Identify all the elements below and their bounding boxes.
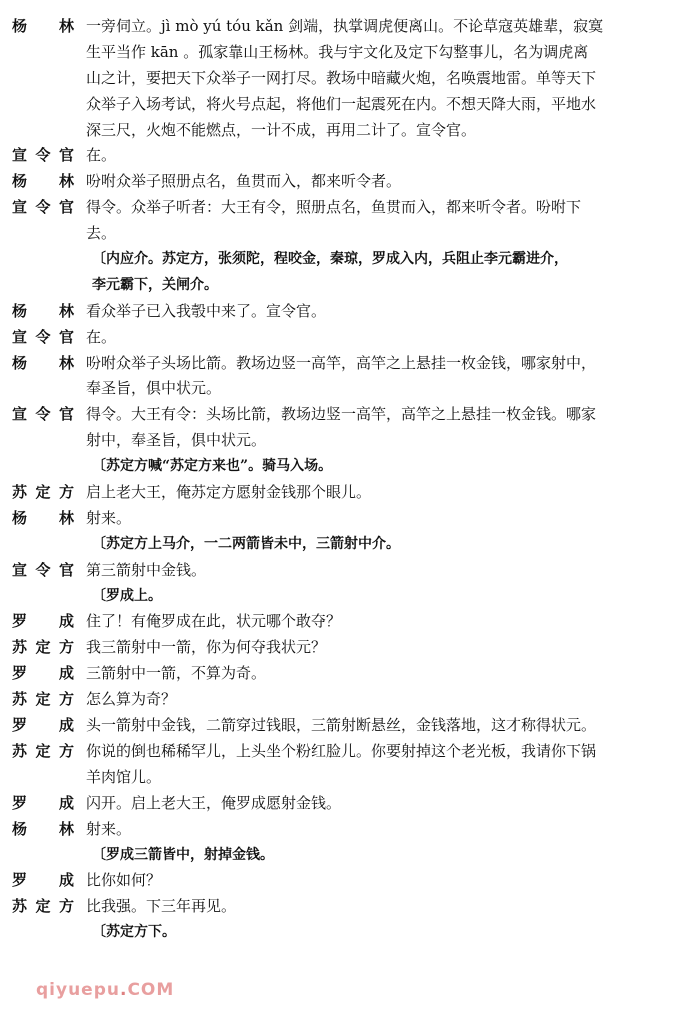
speaker-name: 罗 成 bbox=[12, 716, 74, 735]
dialogue-text: 吩咐众举子照册点名，鱼贯而入，都来听令者。 bbox=[86, 172, 402, 191]
speaker-name: 宣令官 bbox=[12, 198, 74, 217]
speaker-name: 宣令官 bbox=[12, 560, 74, 579]
dialogue-continuation bbox=[0, 92, 700, 118]
dialogue-line bbox=[0, 609, 700, 635]
speaker-name: 苏定方 bbox=[12, 690, 74, 709]
speaker-name: 杨 林 bbox=[12, 508, 74, 527]
dialogue-line bbox=[0, 402, 700, 428]
dialogue-line bbox=[0, 661, 700, 687]
site-watermark bbox=[36, 980, 174, 1000]
dialogue-text: 奉圣旨，俱中状元。 bbox=[86, 379, 222, 398]
dialogue-text: 在。 bbox=[86, 327, 117, 346]
speaker-name: 苏定方 bbox=[12, 897, 74, 916]
stage-direction-text: 〔罗成上。 bbox=[92, 587, 162, 604]
dialogue-continuation bbox=[0, 118, 700, 144]
stage-direction-text: 〔内应介。苏定方，张须陀，程咬金，秦琼，罗成入内，兵阻止李元霸进介， bbox=[92, 251, 568, 268]
stage-direction-line bbox=[0, 454, 700, 480]
watermark-prefix: qiyuepu bbox=[36, 980, 120, 1000]
speaker-name: 苏定方 bbox=[12, 638, 74, 657]
speaker-name: 宣令官 bbox=[12, 405, 74, 424]
dialogue-continuation bbox=[0, 428, 700, 454]
dialogue-text: 得令。众举子听者：大王有令，照册点名，鱼贯而入，都来听令者。吩咐下 bbox=[86, 198, 582, 217]
dialogue-text: 我三箭射中一箭，你为何夺我状元？ bbox=[86, 638, 327, 657]
dialogue-text: 比你如何？ bbox=[86, 871, 162, 890]
dialogue-text: 你说的倒也稀稀罕儿，上头坐个粉红脸儿。你要射掉这个老光板，我请你下锅 bbox=[86, 741, 597, 760]
dialogue-text: 射来。 bbox=[86, 819, 132, 838]
stage-direction-text: 〔苏定方上马介，一二两箭皆未中，三箭射中介。 bbox=[92, 535, 400, 552]
stage-direction-line bbox=[0, 247, 700, 273]
watermark-suffix: COM bbox=[127, 980, 175, 1000]
dialogue-continuation bbox=[0, 66, 700, 92]
dialogue-text: 头一箭射中金钱，二箭穿过钱眼，三箭射断悬丝，金钱落地，这才称得状元。 bbox=[86, 716, 597, 735]
dialogue-text: 一旁伺立。jì mò yú tóu kǎn 剑端，执掌调虎便离山。不论草寇英雄辈，寂寞 bbox=[86, 17, 604, 35]
dialogue-line bbox=[0, 169, 700, 195]
dialogue-text: 羊肉馆儿。 bbox=[86, 767, 162, 786]
speaker-name: 罗 成 bbox=[12, 612, 74, 631]
stage-direction-text: 李元霸下，关闸介。 bbox=[92, 276, 218, 293]
dialogue-text: 生平当作 kān 。孤家靠山王杨林。我与宇文化及定下勾整事儿，名为调虎离 bbox=[86, 42, 589, 61]
dialogue-text: 闪开。启上老大王，俺罗成愿射金钱。 bbox=[86, 793, 342, 812]
dialogue-line bbox=[0, 506, 700, 532]
stage-direction-line bbox=[0, 584, 700, 610]
speaker-name: 罗 成 bbox=[12, 871, 74, 890]
dialogue-line bbox=[0, 635, 700, 661]
dialogue-text: 射中，奉圣旨，俱中状元。 bbox=[86, 431, 267, 450]
stage-direction-line bbox=[0, 920, 700, 946]
stage-direction-line bbox=[0, 532, 700, 558]
dialogue-text: 看众举子已入我彀中来了。宣令官。 bbox=[86, 301, 327, 320]
dialogue-text: 深三尺，火炮不能燃点，一计不成，再用二计了。宣令官。 bbox=[86, 120, 477, 139]
dialogue-line bbox=[0, 195, 700, 221]
dialogue-text: 射来。 bbox=[86, 508, 132, 527]
speaker-name: 杨 林 bbox=[12, 819, 74, 838]
dialogue-text: 怎么算为奇？ bbox=[86, 690, 177, 709]
dialogue-line bbox=[0, 351, 700, 377]
dialogue-line bbox=[0, 14, 700, 40]
dialogue-line bbox=[0, 713, 700, 739]
dialogue-line bbox=[0, 739, 700, 765]
speaker-name: 苏定方 bbox=[12, 741, 74, 760]
dialogue-line bbox=[0, 894, 700, 920]
dialogue-line bbox=[0, 817, 700, 843]
dialogue-text: 第三箭射中金钱。 bbox=[86, 560, 207, 579]
speaker-name: 宣令官 bbox=[12, 146, 74, 165]
dialogue-line bbox=[0, 868, 700, 894]
dialogue-line bbox=[0, 480, 700, 506]
script-body bbox=[0, 14, 700, 946]
dialogue-text: 启上老大王，俺苏定方愿射金钱那个眼儿。 bbox=[86, 483, 372, 502]
dialogue-line bbox=[0, 325, 700, 351]
dialogue-continuation bbox=[0, 765, 700, 791]
speaker-name: 杨 林 bbox=[12, 353, 74, 372]
dialogue-line bbox=[0, 687, 700, 713]
stage-direction-line bbox=[0, 273, 700, 299]
dialogue-line bbox=[0, 299, 700, 325]
dialogue-text: 三箭射中一箭，不算为奇。 bbox=[86, 664, 267, 683]
speaker-name: 杨 林 bbox=[12, 172, 74, 191]
dialogue-text: 众举子入场考试，将火号点起，将他们一起震死在内。不想天降大雨，平地水 bbox=[86, 94, 597, 113]
stage-direction-text: 〔苏定方下。 bbox=[92, 924, 176, 941]
speaker-name: 苏定方 bbox=[12, 483, 74, 502]
dialogue-text: 山之计，要把天下众举子一网打尽。教场中暗藏火炮，名唤震地雷。单等天下 bbox=[86, 68, 597, 87]
dialogue-text: 比我强。下三年再见。 bbox=[86, 897, 237, 916]
speaker-name: 杨 林 bbox=[12, 17, 74, 35]
speaker-name: 罗 成 bbox=[12, 664, 74, 683]
dialogue-continuation bbox=[0, 376, 700, 402]
stage-direction-text: 〔苏定方喊“苏定方来也”。骑马入场。 bbox=[92, 458, 333, 475]
speaker-name: 杨 林 bbox=[12, 301, 74, 320]
dialogue-text: 吩咐众举子头场比箭。教场边竖一高竿，高竿之上悬挂一枚金钱，哪家射中， bbox=[86, 353, 597, 372]
dialogue-text: 在。 bbox=[86, 146, 117, 165]
watermark-dot: . bbox=[119, 980, 128, 1000]
dialogue-line bbox=[0, 143, 700, 169]
dialogue-continuation bbox=[0, 221, 700, 247]
dialogue-text: 住了！有俺罗成在此，状元哪个敢夺？ bbox=[86, 612, 342, 631]
stage-direction-line bbox=[0, 843, 700, 869]
stage-direction-text: 〔罗成三箭皆中，射掉金钱。 bbox=[92, 846, 274, 863]
dialogue-line bbox=[0, 791, 700, 817]
speaker-name: 宣令官 bbox=[12, 327, 74, 346]
dialogue-line bbox=[0, 558, 700, 584]
dialogue-text: 去。 bbox=[86, 224, 117, 243]
dialogue-text: 得令。大王有令：头场比箭，教场边竖一高竿，高竿之上悬挂一枚金钱。哪家 bbox=[86, 405, 597, 424]
speaker-name: 罗 成 bbox=[12, 793, 74, 812]
dialogue-continuation bbox=[0, 40, 700, 66]
